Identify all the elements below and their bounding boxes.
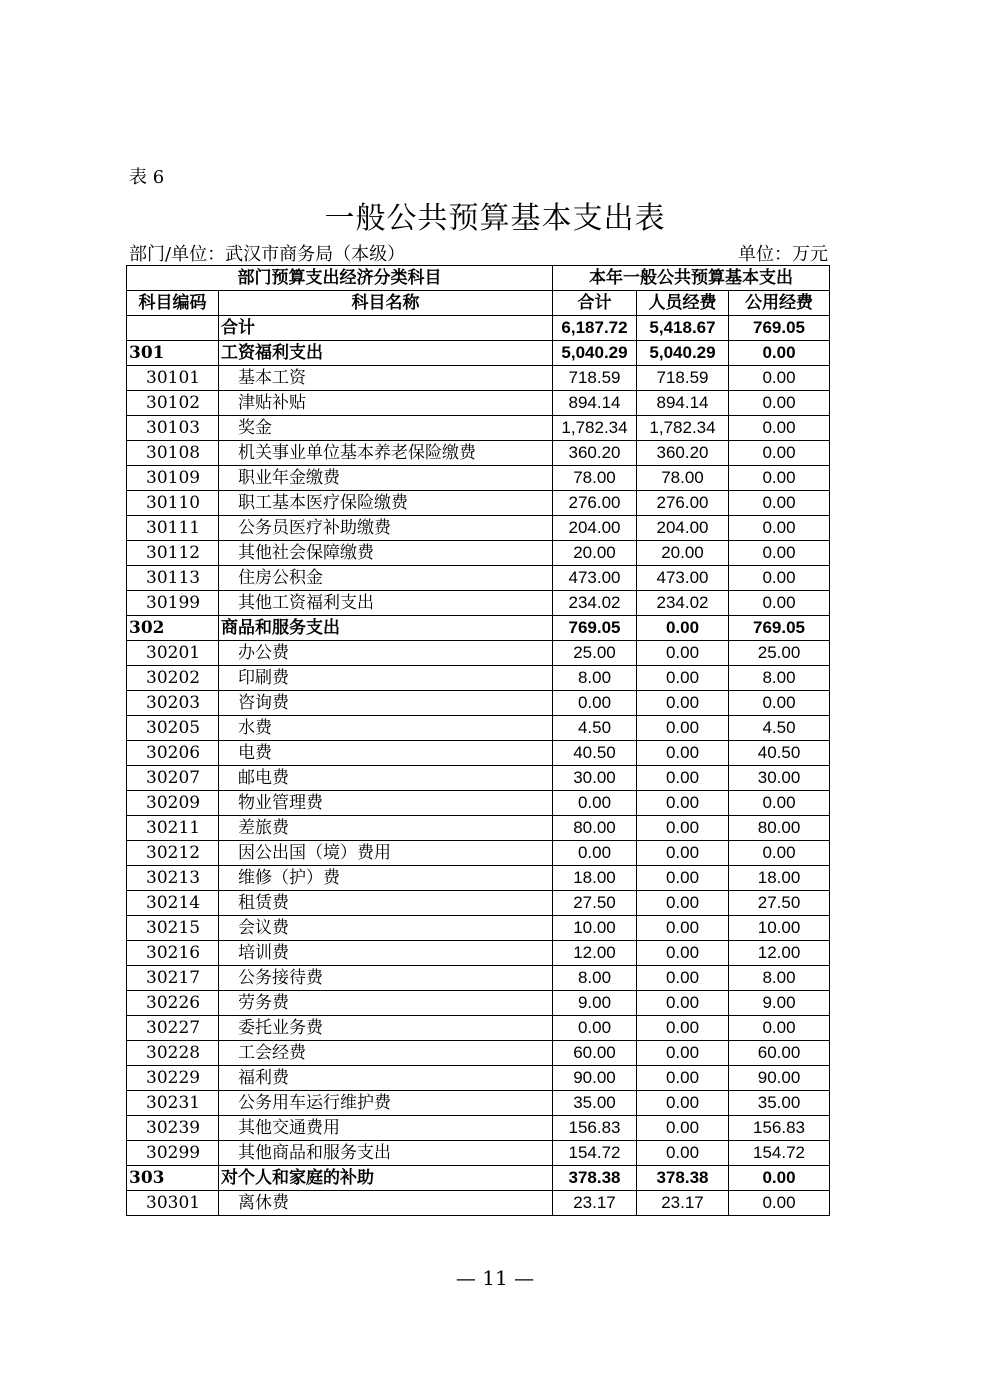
table-row — [127, 591, 830, 616]
row-personnel: 0.00 — [637, 691, 729, 716]
row-public: 0.00 — [729, 441, 830, 466]
row-public: 25.00 — [729, 641, 830, 666]
row-public: 0.00 — [729, 516, 830, 541]
row-total: 378.38 — [553, 1166, 637, 1191]
table-row — [127, 1141, 830, 1166]
row-name: 职工基本医疗保险缴费 — [219, 491, 553, 516]
row-name: 劳务费 — [219, 991, 553, 1016]
row-name: 福利费 — [219, 1066, 553, 1091]
table-row — [127, 491, 830, 516]
row-total: 1,782.34 — [553, 416, 637, 441]
row-name: 咨询费 — [219, 691, 553, 716]
row-personnel: 0.00 — [637, 716, 729, 741]
row-personnel: 0.00 — [637, 666, 729, 691]
table-row — [127, 616, 830, 641]
header-personnel: 人员经费 — [637, 291, 729, 316]
row-code: 30203 — [127, 691, 219, 716]
row-public: 9.00 — [729, 991, 830, 1016]
row-code: 30112 — [127, 541, 219, 566]
row-public: 0.00 — [729, 541, 830, 566]
row-public: 0.00 — [729, 1016, 830, 1041]
table-row — [127, 541, 830, 566]
row-public: 769.05 — [729, 616, 830, 641]
table-row — [127, 866, 830, 891]
row-code: 30101 — [127, 366, 219, 391]
row-code — [127, 316, 219, 341]
row-personnel: 360.20 — [637, 441, 729, 466]
row-public: 0.00 — [729, 491, 830, 516]
row-name: 委托业务费 — [219, 1016, 553, 1041]
table-row — [127, 966, 830, 991]
table-row — [127, 1116, 830, 1141]
row-name: 住房公积金 — [219, 566, 553, 591]
row-name: 物业管理费 — [219, 791, 553, 816]
row-code: 30110 — [127, 491, 219, 516]
row-personnel: 1,782.34 — [637, 416, 729, 441]
header-group-classification: 部门预算支出经济分类科目 — [127, 266, 553, 291]
row-total: 27.50 — [553, 891, 637, 916]
table-row — [127, 641, 830, 666]
row-personnel: 894.14 — [637, 391, 729, 416]
row-public: 0.00 — [729, 691, 830, 716]
row-total: 4.50 — [553, 716, 637, 741]
row-public: 4.50 — [729, 716, 830, 741]
row-public: 12.00 — [729, 941, 830, 966]
row-name: 奖金 — [219, 416, 553, 441]
row-code: 30214 — [127, 891, 219, 916]
row-public: 8.00 — [729, 966, 830, 991]
row-code: 30231 — [127, 1091, 219, 1116]
row-total: 18.00 — [553, 866, 637, 891]
page-number: — 11 — — [455, 1266, 535, 1290]
table-row — [127, 1091, 830, 1116]
row-personnel: 0.00 — [637, 791, 729, 816]
row-personnel: 5,418.67 — [637, 316, 729, 341]
row-code: 30213 — [127, 866, 219, 891]
row-code: 30109 — [127, 466, 219, 491]
row-total: 40.50 — [553, 741, 637, 766]
row-public: 27.50 — [729, 891, 830, 916]
row-name: 对个人和家庭的补助 — [219, 1166, 553, 1191]
row-public: 60.00 — [729, 1041, 830, 1066]
row-public: 0.00 — [729, 466, 830, 491]
row-personnel: 0.00 — [637, 1116, 729, 1141]
row-total: 30.00 — [553, 766, 637, 791]
row-name: 工会经费 — [219, 1041, 553, 1066]
row-public: 0.00 — [729, 366, 830, 391]
row-total: 60.00 — [553, 1041, 637, 1066]
row-public: 769.05 — [729, 316, 830, 341]
row-public: 10.00 — [729, 916, 830, 941]
row-personnel: 0.00 — [637, 1041, 729, 1066]
row-total: 20.00 — [553, 541, 637, 566]
row-name: 邮电费 — [219, 766, 553, 791]
row-name: 公务员医疗补助缴费 — [219, 516, 553, 541]
header-group-basic-expenditure: 本年一般公共预算基本支出 — [553, 266, 830, 291]
table-row — [127, 1066, 830, 1091]
row-total: 6,187.72 — [553, 316, 637, 341]
row-personnel: 0.00 — [637, 616, 729, 641]
row-personnel: 204.00 — [637, 516, 729, 541]
row-total: 9.00 — [553, 991, 637, 1016]
row-personnel: 20.00 — [637, 541, 729, 566]
row-personnel: 0.00 — [637, 991, 729, 1016]
table-row — [127, 666, 830, 691]
row-name: 办公费 — [219, 641, 553, 666]
row-code: 30299 — [127, 1141, 219, 1166]
table-row — [127, 816, 830, 841]
row-personnel: 718.59 — [637, 366, 729, 391]
row-public: 0.00 — [729, 1191, 830, 1216]
row-public: 30.00 — [729, 766, 830, 791]
row-total: 12.00 — [553, 941, 637, 966]
row-public: 18.00 — [729, 866, 830, 891]
table-row — [127, 691, 830, 716]
row-code: 30217 — [127, 966, 219, 991]
row-total: 23.17 — [553, 1191, 637, 1216]
row-name: 公务接待费 — [219, 966, 553, 991]
row-total: 0.00 — [553, 1016, 637, 1041]
row-personnel: 473.00 — [637, 566, 729, 591]
row-personnel: 0.00 — [637, 941, 729, 966]
row-personnel: 78.00 — [637, 466, 729, 491]
row-public: 90.00 — [729, 1066, 830, 1091]
row-code: 30103 — [127, 416, 219, 441]
table-row — [127, 891, 830, 916]
table-body — [127, 316, 830, 1216]
row-public: 0.00 — [729, 791, 830, 816]
department-label: 部门/单位：武汉市商务局（本级） — [129, 244, 406, 265]
row-name: 机关事业单位基本养老保险缴费 — [219, 441, 553, 466]
row-name: 其他工资福利支出 — [219, 591, 553, 616]
row-name: 培训费 — [219, 941, 553, 966]
row-code: 30216 — [127, 941, 219, 966]
row-public: 154.72 — [729, 1141, 830, 1166]
row-code: 30202 — [127, 666, 219, 691]
row-public: 80.00 — [729, 816, 830, 841]
row-name: 商品和服务支出 — [219, 616, 553, 641]
row-total: 35.00 — [553, 1091, 637, 1116]
row-name: 电费 — [219, 741, 553, 766]
row-code: 30209 — [127, 791, 219, 816]
row-name: 维修（护）费 — [219, 866, 553, 891]
row-personnel: 0.00 — [637, 916, 729, 941]
row-name: 离休费 — [219, 1191, 553, 1216]
row-public: 156.83 — [729, 1116, 830, 1141]
row-name: 差旅费 — [219, 816, 553, 841]
row-total: 718.59 — [553, 366, 637, 391]
row-code: 30212 — [127, 841, 219, 866]
row-code: 30228 — [127, 1041, 219, 1066]
row-code: 30113 — [127, 566, 219, 591]
row-code: 30229 — [127, 1066, 219, 1091]
table-row — [127, 1041, 830, 1066]
table-row — [127, 341, 830, 366]
table-row — [127, 566, 830, 591]
table-row — [127, 916, 830, 941]
row-total: 156.83 — [553, 1116, 637, 1141]
row-personnel: 0.00 — [637, 1016, 729, 1041]
row-name: 津贴补贴 — [219, 391, 553, 416]
table-row — [127, 466, 830, 491]
row-total: 78.00 — [553, 466, 637, 491]
row-public: 0.00 — [729, 341, 830, 366]
row-name: 租赁费 — [219, 891, 553, 916]
row-personnel: 0.00 — [637, 866, 729, 891]
row-personnel: 0.00 — [637, 891, 729, 916]
row-personnel: 0.00 — [637, 741, 729, 766]
row-personnel: 0.00 — [637, 841, 729, 866]
row-public: 0.00 — [729, 841, 830, 866]
table-row — [127, 791, 830, 816]
row-public: 0.00 — [729, 416, 830, 441]
row-public: 0.00 — [729, 1166, 830, 1191]
row-personnel: 234.02 — [637, 591, 729, 616]
row-code: 30211 — [127, 816, 219, 841]
header-total: 合计 — [553, 291, 637, 316]
row-total: 276.00 — [553, 491, 637, 516]
row-code: 30206 — [127, 741, 219, 766]
header-public: 公用经费 — [729, 291, 830, 316]
row-code: 30205 — [127, 716, 219, 741]
header-name: 科目名称 — [219, 291, 553, 316]
row-total: 5,040.29 — [553, 341, 637, 366]
row-name: 合计 — [219, 316, 553, 341]
table-row — [127, 841, 830, 866]
table-row — [127, 316, 830, 341]
row-name: 基本工资 — [219, 366, 553, 391]
row-code: 30102 — [127, 391, 219, 416]
row-public: 0.00 — [729, 591, 830, 616]
row-name: 其他社会保障缴费 — [219, 541, 553, 566]
row-name: 水费 — [219, 716, 553, 741]
table-row — [127, 1166, 830, 1191]
row-public: 35.00 — [729, 1091, 830, 1116]
table-row — [127, 766, 830, 791]
row-code: 30239 — [127, 1116, 219, 1141]
unit-label: 单位：万元 — [738, 244, 828, 265]
table-label: 表 6 — [129, 167, 165, 188]
row-name: 会议费 — [219, 916, 553, 941]
row-total: 80.00 — [553, 816, 637, 841]
row-name: 公务用车运行维护费 — [219, 1091, 553, 1116]
row-code: 303 — [127, 1166, 219, 1191]
row-code: 30215 — [127, 916, 219, 941]
row-personnel: 378.38 — [637, 1166, 729, 1191]
row-personnel: 276.00 — [637, 491, 729, 516]
row-total: 8.00 — [553, 966, 637, 991]
row-total: 769.05 — [553, 616, 637, 641]
table-row — [127, 366, 830, 391]
row-total: 8.00 — [553, 666, 637, 691]
table-row — [127, 941, 830, 966]
row-personnel: 0.00 — [637, 1066, 729, 1091]
table-row — [127, 1016, 830, 1041]
row-total: 25.00 — [553, 641, 637, 666]
row-code: 30108 — [127, 441, 219, 466]
budget-table — [126, 265, 830, 1216]
row-personnel: 23.17 — [637, 1191, 729, 1216]
table-row — [127, 741, 830, 766]
row-code: 30227 — [127, 1016, 219, 1041]
row-total: 894.14 — [553, 391, 637, 416]
row-name: 职业年金缴费 — [219, 466, 553, 491]
table-row — [127, 391, 830, 416]
row-code: 302 — [127, 616, 219, 641]
row-total: 0.00 — [553, 791, 637, 816]
row-public: 0.00 — [729, 391, 830, 416]
row-code: 30301 — [127, 1191, 219, 1216]
row-code: 301 — [127, 341, 219, 366]
row-total: 90.00 — [553, 1066, 637, 1091]
row-total: 234.02 — [553, 591, 637, 616]
row-code: 30201 — [127, 641, 219, 666]
row-personnel: 0.00 — [637, 641, 729, 666]
row-personnel: 0.00 — [637, 1091, 729, 1116]
page-title: 一般公共预算基本支出表 — [324, 201, 666, 236]
row-total: 473.00 — [553, 566, 637, 591]
row-total: 10.00 — [553, 916, 637, 941]
row-personnel: 0.00 — [637, 966, 729, 991]
row-personnel: 5,040.29 — [637, 341, 729, 366]
row-name: 工资福利支出 — [219, 341, 553, 366]
row-total: 360.20 — [553, 441, 637, 466]
row-code: 30111 — [127, 516, 219, 541]
row-total: 204.00 — [553, 516, 637, 541]
row-total: 154.72 — [553, 1141, 637, 1166]
row-total: 0.00 — [553, 841, 637, 866]
row-name: 印刷费 — [219, 666, 553, 691]
table-row — [127, 416, 830, 441]
table-row — [127, 516, 830, 541]
row-personnel: 0.00 — [637, 816, 729, 841]
row-code: 30226 — [127, 991, 219, 1016]
row-total: 0.00 — [553, 691, 637, 716]
table-row — [127, 716, 830, 741]
row-name: 其他商品和服务支出 — [219, 1141, 553, 1166]
table-row — [127, 441, 830, 466]
row-public: 0.00 — [729, 566, 830, 591]
row-personnel: 0.00 — [637, 766, 729, 791]
row-public: 8.00 — [729, 666, 830, 691]
header-code: 科目编码 — [127, 291, 219, 316]
row-code: 30199 — [127, 591, 219, 616]
row-public: 40.50 — [729, 741, 830, 766]
row-name: 因公出国（境）费用 — [219, 841, 553, 866]
table-row — [127, 991, 830, 1016]
row-name: 其他交通费用 — [219, 1116, 553, 1141]
row-personnel: 0.00 — [637, 1141, 729, 1166]
row-code: 30207 — [127, 766, 219, 791]
table-row — [127, 1191, 830, 1216]
